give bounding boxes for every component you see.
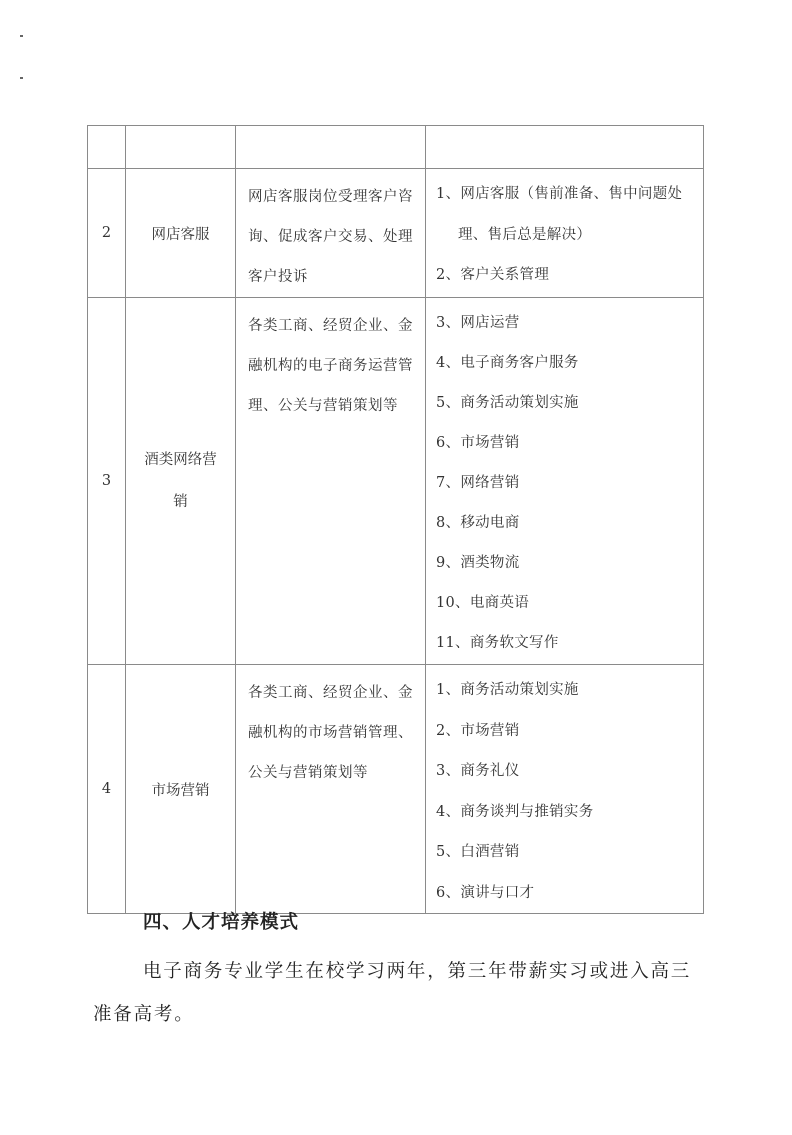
list-item: 10、电商英语: [436, 595, 530, 611]
description-cell: 各类工商、经贸企业、金融机构的电子商务运营管理、公关与营销策划等: [236, 298, 426, 665]
name-cell: 酒类网络营销: [126, 298, 236, 665]
margin-mark: [20, 35, 23, 37]
courses-cell: [426, 169, 704, 298]
major-table: [87, 125, 704, 914]
num-cell: 2: [88, 169, 126, 298]
list-item: 8、移动电商: [436, 515, 520, 531]
list-item: 9、酒类物流: [436, 555, 520, 571]
list-item: 2、客户关系管理: [436, 267, 550, 283]
list-item: 6、演讲与口才: [436, 884, 535, 901]
courses-cell: [426, 126, 704, 169]
num-cell: 4: [88, 665, 126, 914]
list-item: 3、商务礼仪: [436, 763, 520, 779]
table-row: [88, 298, 704, 665]
list-item: 4、电子商务客户服务: [436, 355, 579, 371]
list-item: 5、白酒营销: [436, 844, 520, 860]
list-item: 6、市场营销: [436, 435, 520, 451]
list-item: 1、商务活动策划实施: [436, 682, 579, 698]
list-item: 11、商务软文写作: [436, 635, 559, 651]
num-cell: [88, 126, 126, 169]
description-cell: [236, 126, 426, 169]
table-row: [88, 665, 704, 914]
margin-mark: [20, 77, 23, 79]
list-item: 理、售后总是解决）: [458, 226, 592, 243]
section-heading: 四、人才培养模式: [143, 912, 300, 933]
name-cell: [126, 126, 236, 169]
table-row: [88, 169, 704, 298]
list-item: 7、网络营销: [436, 475, 520, 491]
list-item: 1、网店客服（售前准备、售中问题处: [436, 186, 683, 202]
name-cell: 市场营销: [126, 665, 236, 914]
list-item: 4、商务谈判与推销实务: [436, 803, 594, 820]
section-paragraph: 电子商务专业学生在校学习两年，第三年带薪实习或进入高三准备高考。: [93, 961, 692, 1025]
list-item: 3、网店运营: [436, 315, 520, 331]
name-cell: 网店客服: [126, 169, 236, 298]
list-item: 5、商务活动策划实施: [436, 395, 579, 411]
list-item: 2、市场营销: [436, 722, 520, 739]
description-cell: 各类工商、经贸企业、金融机构的市场营销管理、公关与营销策划等: [236, 665, 426, 914]
table-row: [88, 126, 704, 169]
description-cell: 网店客服岗位受理客户咨询、促成客户交易、处理客户投诉: [236, 169, 426, 298]
courses-cell: [426, 665, 704, 914]
num-cell: 3: [88, 298, 126, 665]
courses-cell: [426, 298, 704, 665]
